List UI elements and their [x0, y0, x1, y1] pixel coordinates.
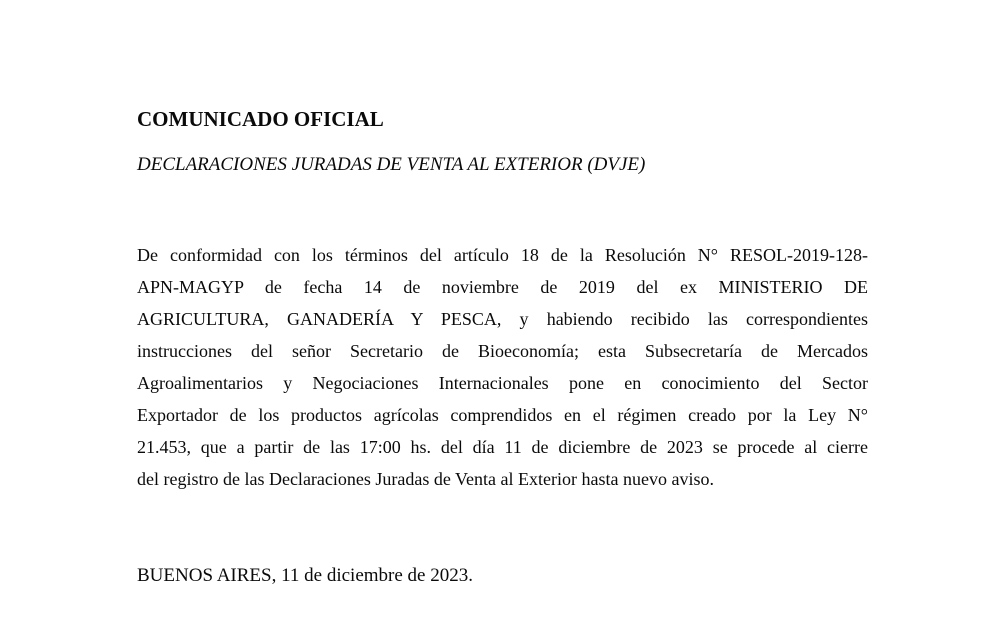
paragraph-line: del registro de las Declaraciones Juradas de Venta al Exterior hasta nuevo aviso.: [137, 469, 714, 489]
paragraph-line: Agroalimentarios y Negociaciones Internacionales pone en conocimiento del Sector: [137, 373, 868, 393]
paragraph-line: AGRICULTURA, GANADERÍA Y PESCA, y habiendo recibido las correspondientes: [137, 309, 868, 329]
document-subtitle: DECLARACIONES JURADAS DE VENTA AL EXTERIOR (DVJE): [137, 154, 646, 175]
paragraph-line: De conformidad con los términos del artículo 18 de la Resolución N° RESOL-2019-128-: [137, 245, 868, 265]
paragraph-line: Exportador de los productos agrícolas comprendidos en el régimen creado por la Ley N°: [137, 405, 868, 425]
paragraph-line: instrucciones del señor Secretario de Bioeconomía; esta Subsecretaría de Mercados: [137, 341, 868, 361]
document-body-paragraph: [137, 239, 868, 495]
paragraph-line: APN-MAGYP de fecha 14 de noviembre de 2019 del ex MINISTERIO DE: [137, 277, 868, 297]
paragraph-line: 21.453, que a partir de las 17:00 hs. del día 11 de diciembre de 2023 se procede al cierre: [137, 437, 868, 457]
document-dateline: BUENOS AIRES, 11 de diciembre de 2023.: [137, 565, 473, 586]
document-title: COMUNICADO OFICIAL: [137, 107, 384, 131]
